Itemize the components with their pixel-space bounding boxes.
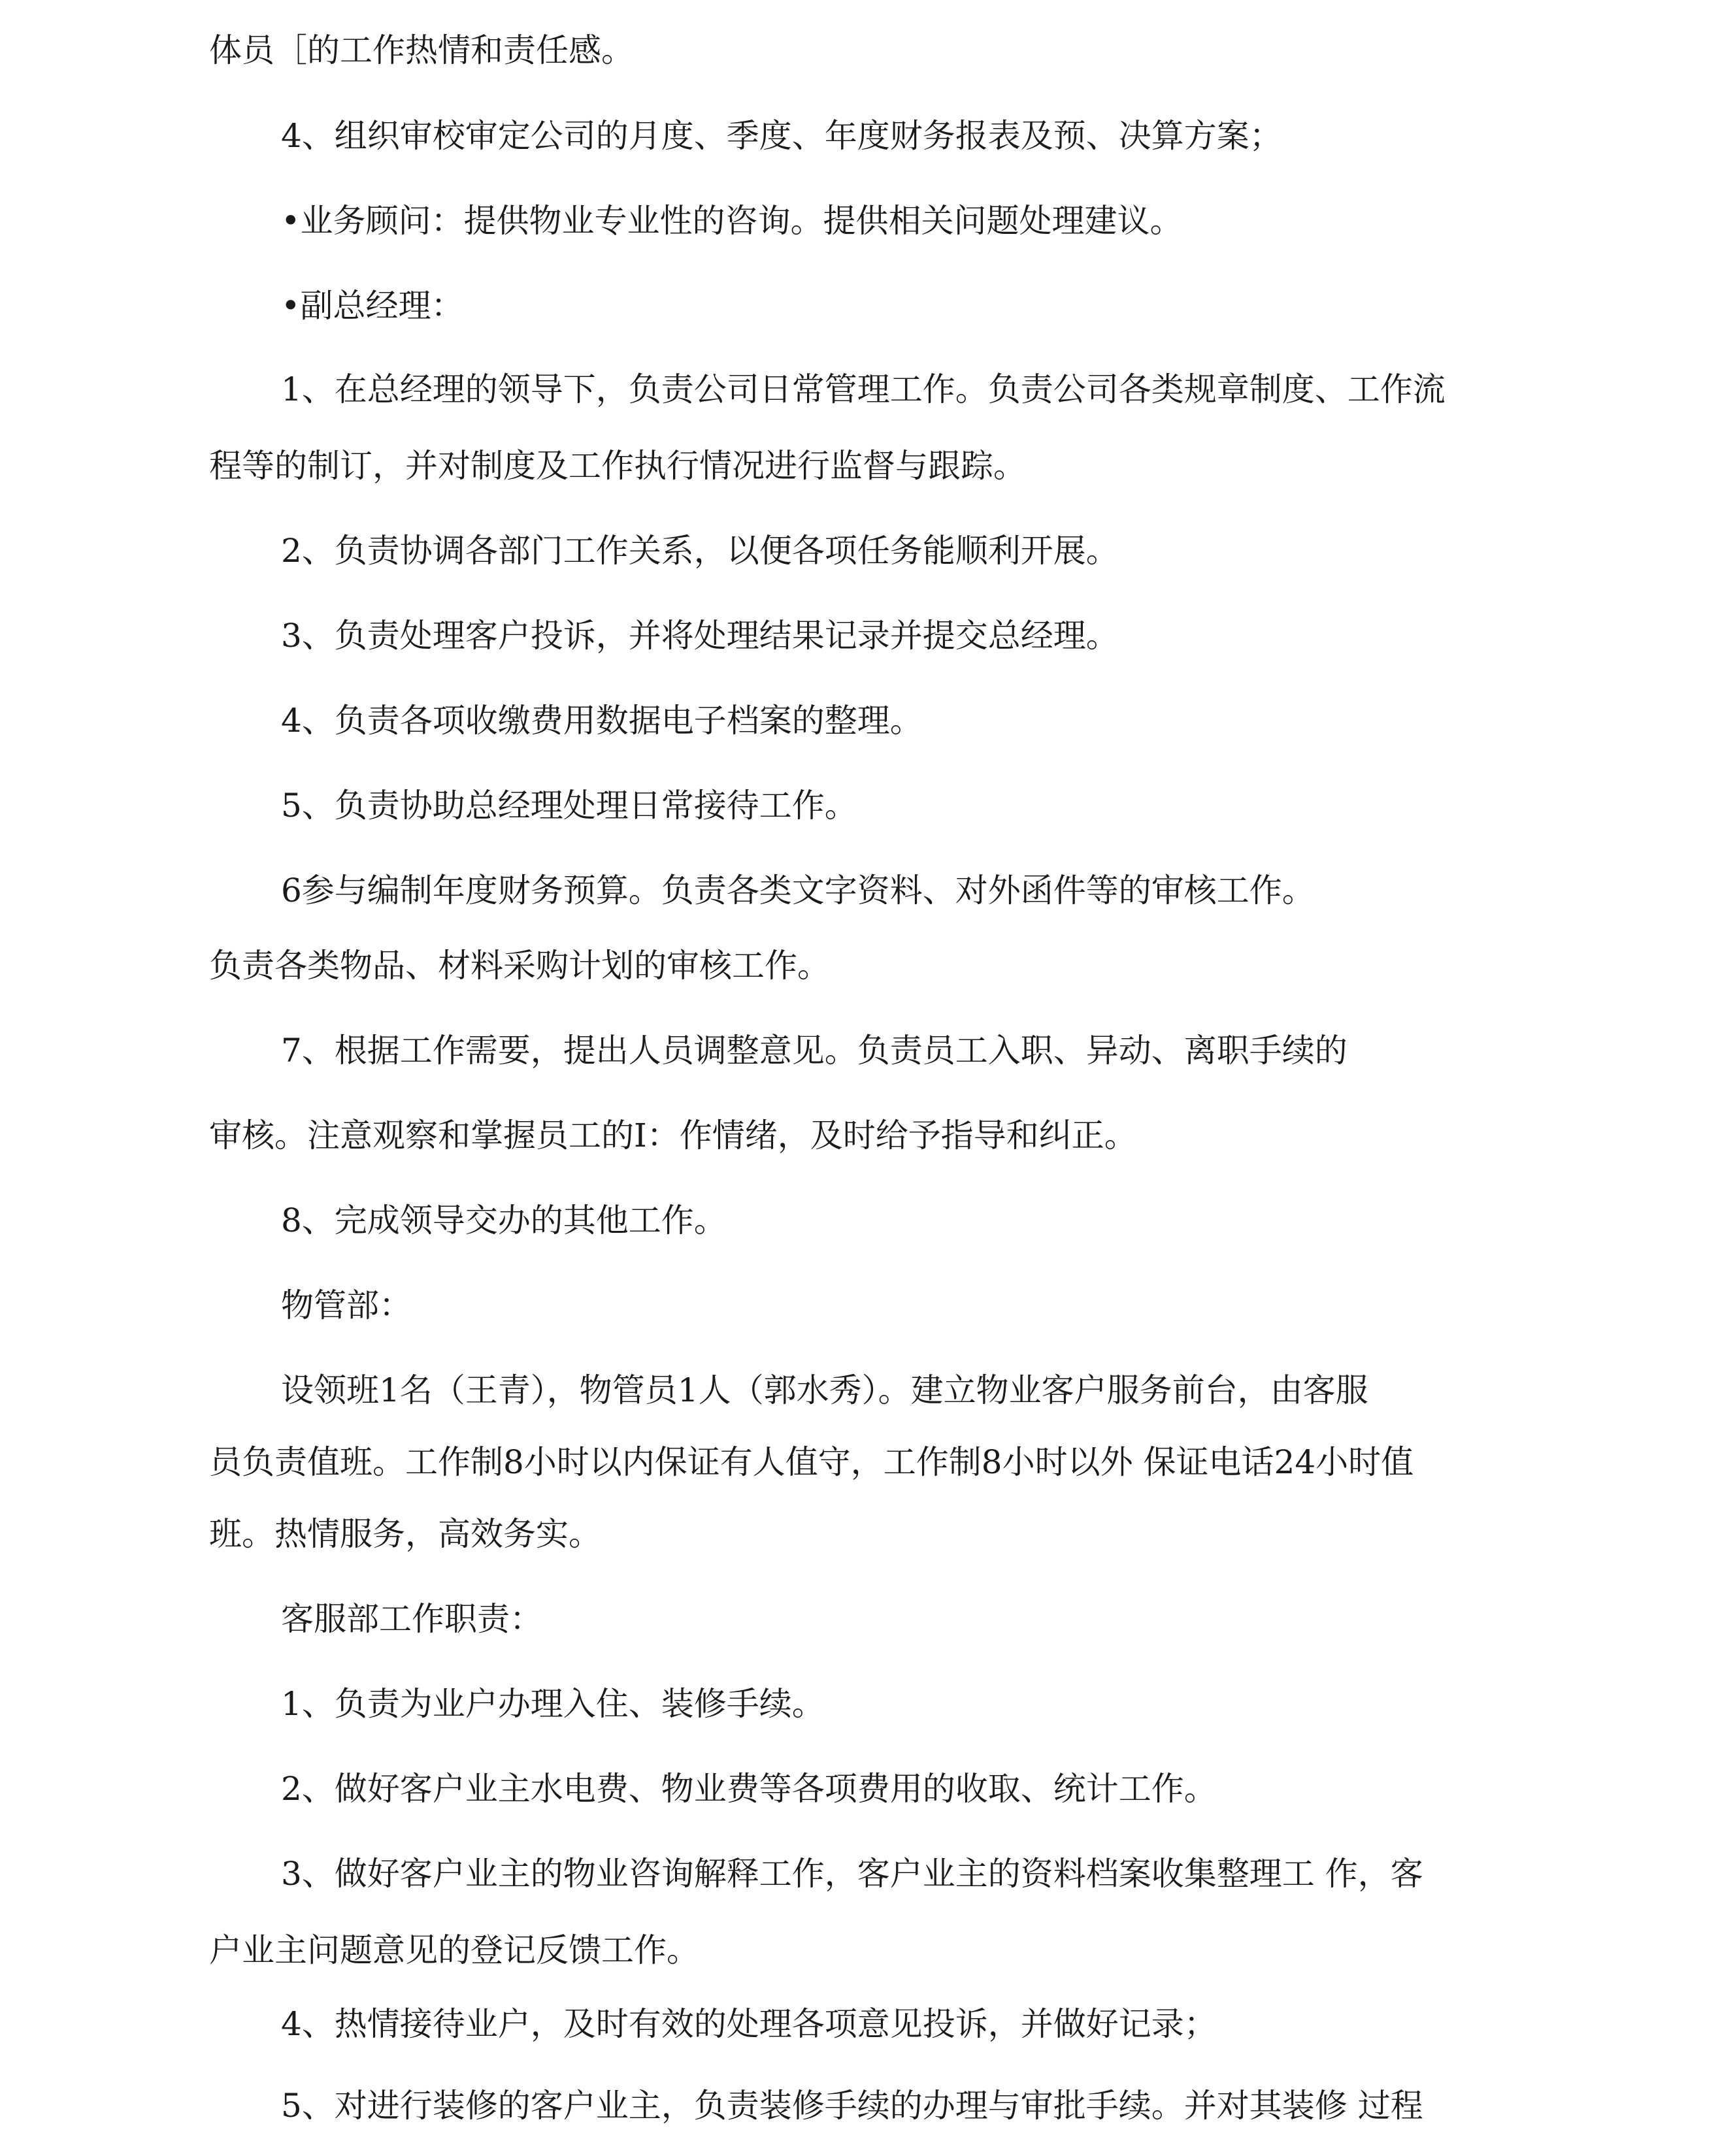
text-line: 员负责值班。工作制8小时以内保证有人值守，工作制8小时以外 保证电话24小时值 xyxy=(209,1443,1414,1481)
text-line: 4、负责各项收缴费用数据电子档案的整理。 xyxy=(281,702,923,740)
text-line: 审核。注意观察和掌握员工的I：作情绪，及时给予指导和纠正。 xyxy=(209,1117,1137,1154)
text-line: 1、负责为业户办理入住、装修手续。 xyxy=(281,1685,825,1723)
text-line: 2、做好客户业主水电费、物业费等各项费用的收取、统计工作。 xyxy=(281,1770,1217,1808)
text-line: 4、组织审校审定公司的月度、季度、年度财务报表及预、决算方案； xyxy=(281,117,1282,155)
text-line: 班。热情服务，高效务实。 xyxy=(209,1515,601,1553)
text-line: 1、在总经理的领导下，负责公司日常管理工作。负责公司各类规章制度、工作流 xyxy=(281,370,1446,408)
text-line: 5、对进行装修的客户业主，负责装修手续的办理与审批手续。并对其装修 过程 xyxy=(281,2087,1423,2125)
text-line: 体员［的工作热情和责任感。 xyxy=(209,31,634,69)
text-line: 5、负责协助总经理处理日常接待工作。 xyxy=(281,787,857,825)
text-line: 程等的制订，并对制度及工作执行情况进行监督与跟踪。 xyxy=(209,447,1026,485)
text-line: •副总经理： xyxy=(281,287,464,325)
text-line: 3、做好客户业主的物业咨询解释工作，客户业主的资料档案收集整理工 作，客 xyxy=(281,1855,1423,1893)
text-line: 3、负责处理客户投诉，并将处理结果记录并提交总经理。 xyxy=(281,617,1119,655)
text-line: •业务顾问：提供物业专业性的咨询。提供相关问题处理建议。 xyxy=(281,202,1183,240)
text-line: 设领班1名（王青），物管员1人（郭水秀）。建立物业客户服务前台，由客服 xyxy=(281,1371,1368,1409)
text-line: 8、完成领导交办的其他工作。 xyxy=(281,1201,727,1239)
text-line: 负责各类物品、材料采购计划的审核工作。 xyxy=(209,947,830,985)
section-heading: 物管部： xyxy=(281,1286,412,1324)
section-heading: 客服部工作职责： xyxy=(281,1600,542,1638)
text-line: 6参与编制年度财务预算。负责各类文字资料、对外函件等的审核工作。 xyxy=(281,872,1315,909)
text-line: 户业主问题意见的登记反馈工作。 xyxy=(209,1931,699,1969)
text-line: 4、热情接待业户，及时有效的处理各项意见投诉，并做好记录； xyxy=(281,2005,1217,2043)
text-line: 7、根据工作需要，提出人员调整意见。负责员工入职、异动、离职手续的 xyxy=(281,1032,1348,1070)
text-line: 2、负责协调各部门工作关系，以便各项任务能顺利开展。 xyxy=(281,532,1119,570)
